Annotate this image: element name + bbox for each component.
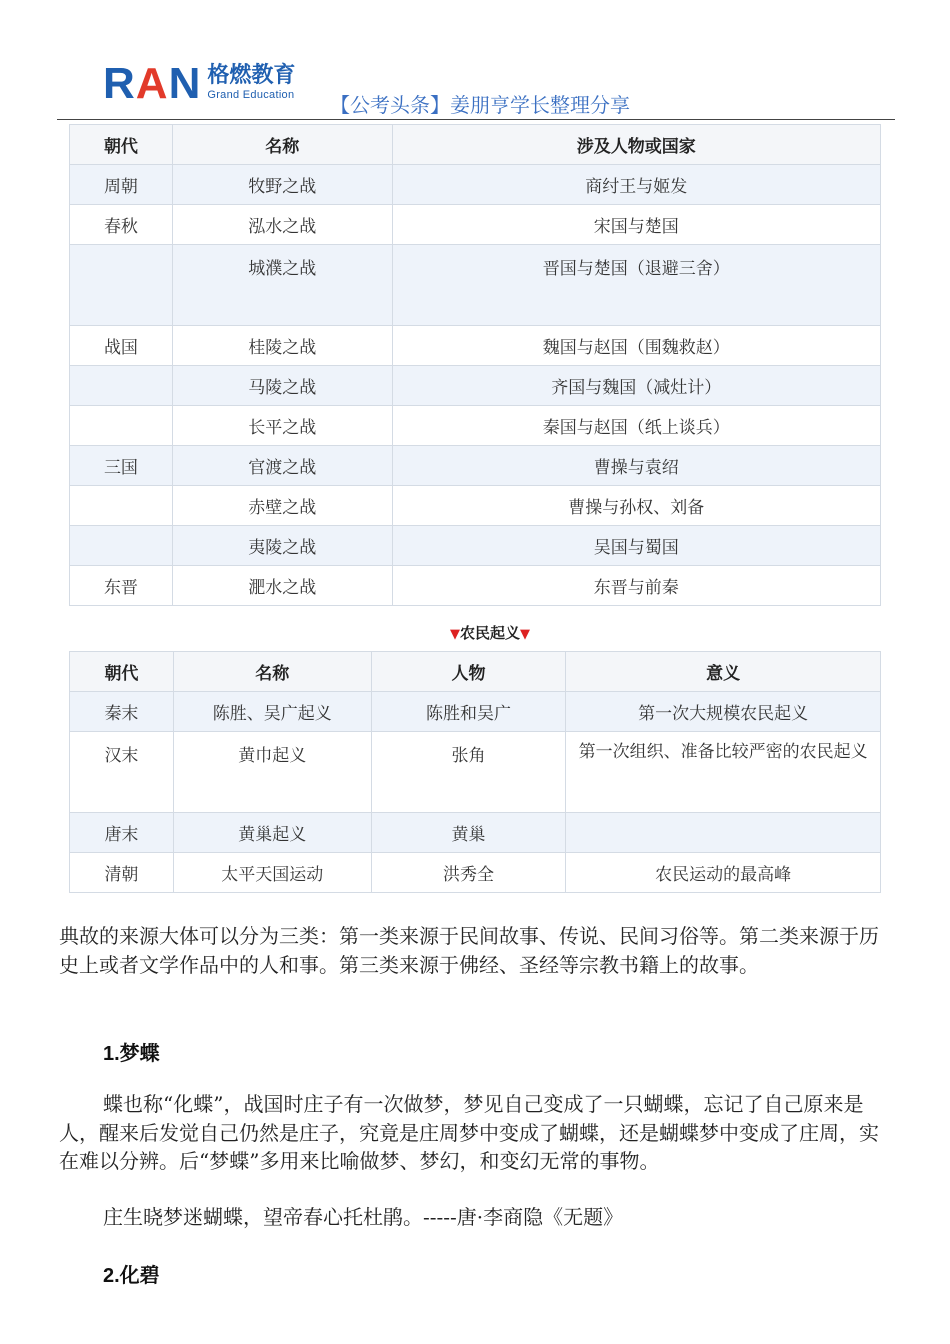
table-row [70,732,881,813]
table-row [70,566,881,606]
logo-letter-r: R [103,59,136,108]
caption-text: 农民起义 [459,624,520,642]
table-row [70,526,881,566]
dynasty-cell: 汉末 [70,732,174,813]
dynasty-cell [70,366,173,406]
header-tagline: 【公考头条】姜朋亨学长整理分享 [330,93,630,117]
table-caption [0,622,950,643]
table-row [70,245,881,326]
header-cell: 涉及人物或国家 [392,125,880,165]
uprisings-table [69,651,881,893]
quote-line: 庄生晓梦迷蝴蝶，望帝春心托杜鹃。-----唐·李商隐《无题》 [103,1205,624,1229]
table-row [70,486,881,526]
table-row [70,446,881,486]
parties-cell: 齐国与魏国（减灶计） [392,366,880,406]
name-cell: 城濮之战 [172,245,392,326]
significance-cell: 农民运动的最高峰 [566,853,881,893]
dynasty-cell [70,486,173,526]
logo-text-block [207,64,295,102]
battles-table [69,124,881,606]
section-heading: 1.梦蝶 [103,1043,160,1065]
body-paragraph: 蝶也称“化蝶”，战国时庄子有一次做梦，梦见自己变成了一只蝴蝶，忘记了自己原来是人，醒来后发觉自己仍然是庄子，究竟是庄周梦中变成了蝴蝶，还是蝴蝶梦中变成了庄周，实在难以分辨。后“梦蝶”多用来比喻做梦、梦幻，和变幻无常的事物。 [59,1092,879,1173]
intro-paragraph: 典故的来源大体可以分为三类：第一类来源于民间故事、传说、民间习俗等。第二类来源于历史上或者文学作品中的人和事。第三类来源于佛经、圣经等宗教书籍上的故事。 [59,924,879,977]
table-row [70,813,881,853]
name-cell: 长平之战 [172,406,392,446]
table-row [70,692,881,732]
table-row [70,406,881,446]
brand-logo [103,59,296,108]
header-cell: 人物 [371,652,566,692]
logo-english-name: Grand Education [207,89,295,101]
dynasty-cell [70,406,173,446]
parties-cell: 宋国与楚国 [392,205,880,245]
parties-cell: 东晋与前秦 [392,566,880,606]
name-cell: 泓水之战 [172,205,392,245]
parties-cell: 秦国与赵国（纸上谈兵） [392,406,880,446]
significance-cell [566,813,881,853]
parties-cell: 魏国与赵国（围魏救赵） [392,326,880,366]
header-cell: 意义 [566,652,881,692]
parties-cell: 吴国与蜀国 [392,526,880,566]
table-row [70,853,881,893]
name-cell: 陈胜、吴广起义 [173,692,371,732]
dynasty-cell: 东晋 [70,566,173,606]
header-cell: 名称 [173,652,371,692]
table-row [70,326,881,366]
triangle-down-icon: ▼ [449,627,460,642]
dynasty-cell: 三国 [70,446,173,486]
parties-cell: 曹操与袁绍 [392,446,880,486]
dynasty-cell: 春秋 [70,205,173,245]
name-cell: 官渡之战 [172,446,392,486]
table-header-row [70,125,881,165]
dynasty-cell [70,526,173,566]
person-cell: 张角 [371,732,566,813]
significance-cell: 第一次组织、准备比较严密的农民起义 [566,732,881,813]
name-cell: 太平天国运动 [173,853,371,893]
person-cell: 洪秀全 [371,853,566,893]
name-cell: 淝水之战 [172,566,392,606]
significance-cell: 第一次大规模农民起义 [566,692,881,732]
table-row [70,165,881,205]
dynasty-cell: 清朝 [70,853,174,893]
dynasty-cell: 唐末 [70,813,174,853]
name-cell: 牧野之战 [172,165,392,205]
parties-cell: 晋国与楚国（退避三舍） [392,245,880,326]
name-cell: 赤壁之战 [172,486,392,526]
logo-chinese-name: 格燃教育 [207,63,296,88]
logo-letter-a: A [135,59,169,108]
dynasty-cell: 秦末 [70,692,174,732]
logo-wordmark [103,59,202,108]
name-cell: 马陵之战 [172,366,392,406]
name-cell: 桂陵之战 [172,326,392,366]
name-cell: 黄巾起义 [173,732,371,813]
table-row [70,205,881,245]
header-cell: 朝代 [70,125,173,165]
header-cell: 名称 [172,125,392,165]
dynasty-cell [70,245,173,326]
header-divider [57,119,895,120]
section-heading: 2.化碧 [103,1265,160,1287]
person-cell: 陈胜和吴广 [371,692,566,732]
table-header-row [70,652,881,692]
name-cell: 夷陵之战 [172,526,392,566]
triangle-down-icon: ▼ [520,627,530,642]
dynasty-cell: 周朝 [70,165,173,205]
person-cell: 黄巢 [371,813,566,853]
logo-letter-n: N [168,59,202,108]
header-cell: 朝代 [70,652,174,692]
parties-cell: 曹操与孙权、刘备 [392,486,880,526]
page-header [0,0,950,122]
table-row [70,366,881,406]
dynasty-cell: 战国 [70,326,173,366]
name-cell: 黄巢起义 [173,813,371,853]
parties-cell: 商纣王与姬发 [392,165,880,205]
